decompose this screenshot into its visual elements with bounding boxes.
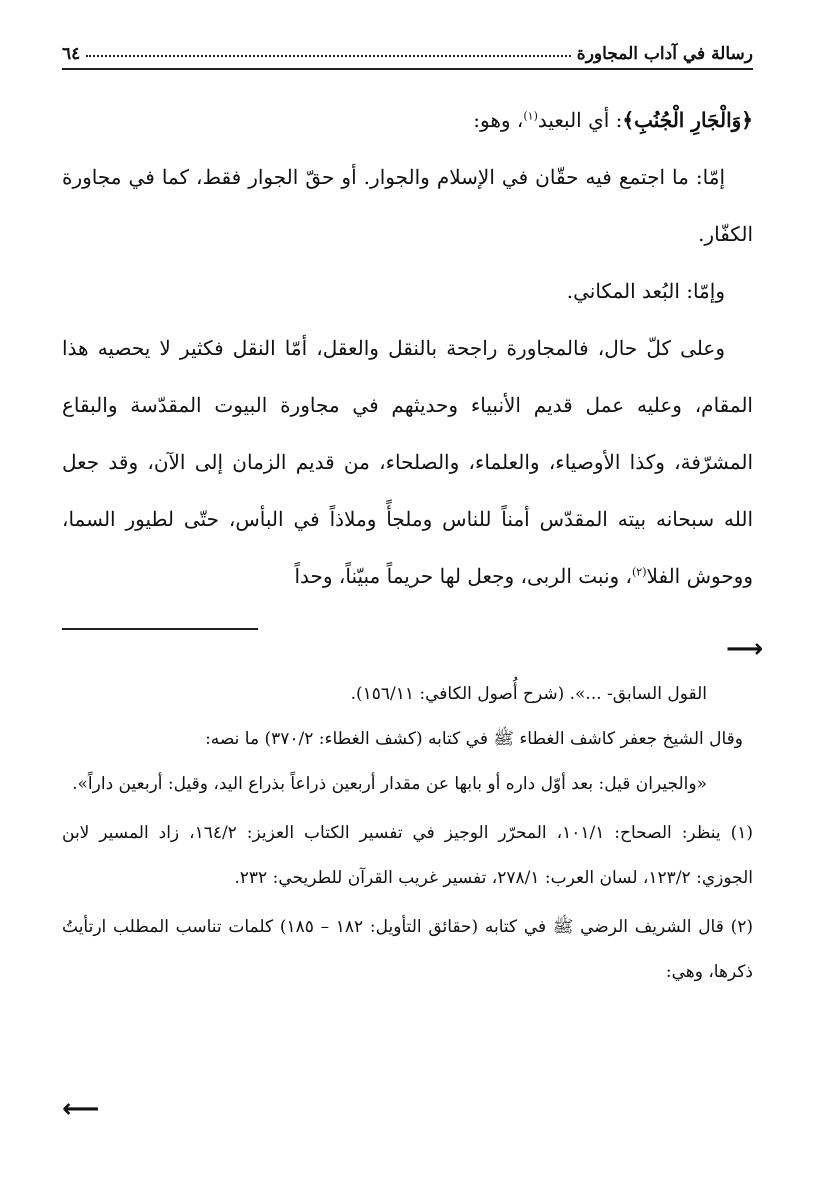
footnote-continuation-line: القول السابق- ...». (شرح أُصول الكافي: ١٥٦/١١). [350, 684, 707, 704]
quran-quote: ﴿وَالْجَارِ الْجُنُبِ﴾ [622, 108, 753, 132]
verse-gloss: : أي البعيد [537, 108, 623, 132]
paragraph-main-end: ، ونبت الربى، وجعل لها حريماً مبيّناً، وحداً [294, 564, 632, 588]
footnote-1 [62, 811, 753, 901]
page-number: ٦٤ [62, 44, 81, 64]
arrow-right-icon: ⟶ [726, 634, 764, 664]
footnotes [62, 672, 753, 995]
footnote-continuation-citation: وقال الشيخ جعفر كاشف الغطاء ﷺ في كتابه (كشف الغطاء: ٣٧٠/٢) ما نصه: [205, 729, 743, 749]
arrow-left-icon: ⟵ [62, 1094, 100, 1124]
main-text [62, 92, 753, 605]
header-title: رسالة في آداب المجاورة [576, 44, 753, 64]
footnote-2 [62, 905, 753, 995]
running-header [62, 30, 753, 64]
header-dot-leader [86, 55, 571, 57]
footnote-2-number: (٢) [730, 917, 753, 937]
paragraph-first-meaning: إمّا: ما اجتمع فيه حقّان في الإسلام والجوار. أو حقّ الجوار فقط، كما في مجاورة الكفّار. [62, 165, 753, 246]
footnote-separator [62, 628, 258, 630]
paragraph-main-text: وعلى كلّ حال، فالمجاورة راجحة بالنقل والعقل، أمّا النقل فكثير لا يحصيه هذا المقام، وعليه عمل قديم الأنبياء وحديثهم في مجاورة البيوت المقدّسة والبقاع المشرّفة، وكذا الأوصياء، والعلماء، والصلحاء، من قديم الزمان إلى الآن، وقد جعل الله سبحانه بيته المقدّس أمناً للناس وملجأً وملاذاً في البأس، حتّى لطيور السما، ووحوش الفلا [62, 336, 753, 588]
footnote-ref-2: (٢) [632, 565, 647, 579]
footnote-1-number: (١) [730, 823, 753, 843]
footnote-continuation-quote: «والجيران قيل: بعد أوّل داره أو بابها عن مقدار أربعين ذراعاً بذراع اليد، وقيل: أربعين داراً». [72, 774, 707, 794]
verse-gloss-end: ، وهو: [473, 108, 524, 132]
footnote-1-text: ينظر: الصحاح: ١٠١/١، المحرّر الوجيز في تفسير الكتاب العزيز: ١٦٤/٢، زاد المسير لابن الجوزي: ١٢٣/٢، لسان العرب: ٢٧٨/١، تفسير غريب القرآن للطريحي: ٢٣٢. [62, 823, 753, 888]
footnote-ref-1: (١) [523, 109, 538, 123]
paragraph-second-meaning: وإمّا: البُعد المكاني. [566, 279, 725, 303]
paragraph-main [62, 320, 753, 605]
header-rule [62, 68, 753, 70]
verse-line [62, 92, 753, 149]
footnote-2-text: قال الشريف الرضي ﷺ في كتابه (حقائق التأويل: ١٨٢ – ١٨٥) كلمات تناسب المطلب ارتأيتُ ذكرها، وهي: [62, 917, 753, 982]
